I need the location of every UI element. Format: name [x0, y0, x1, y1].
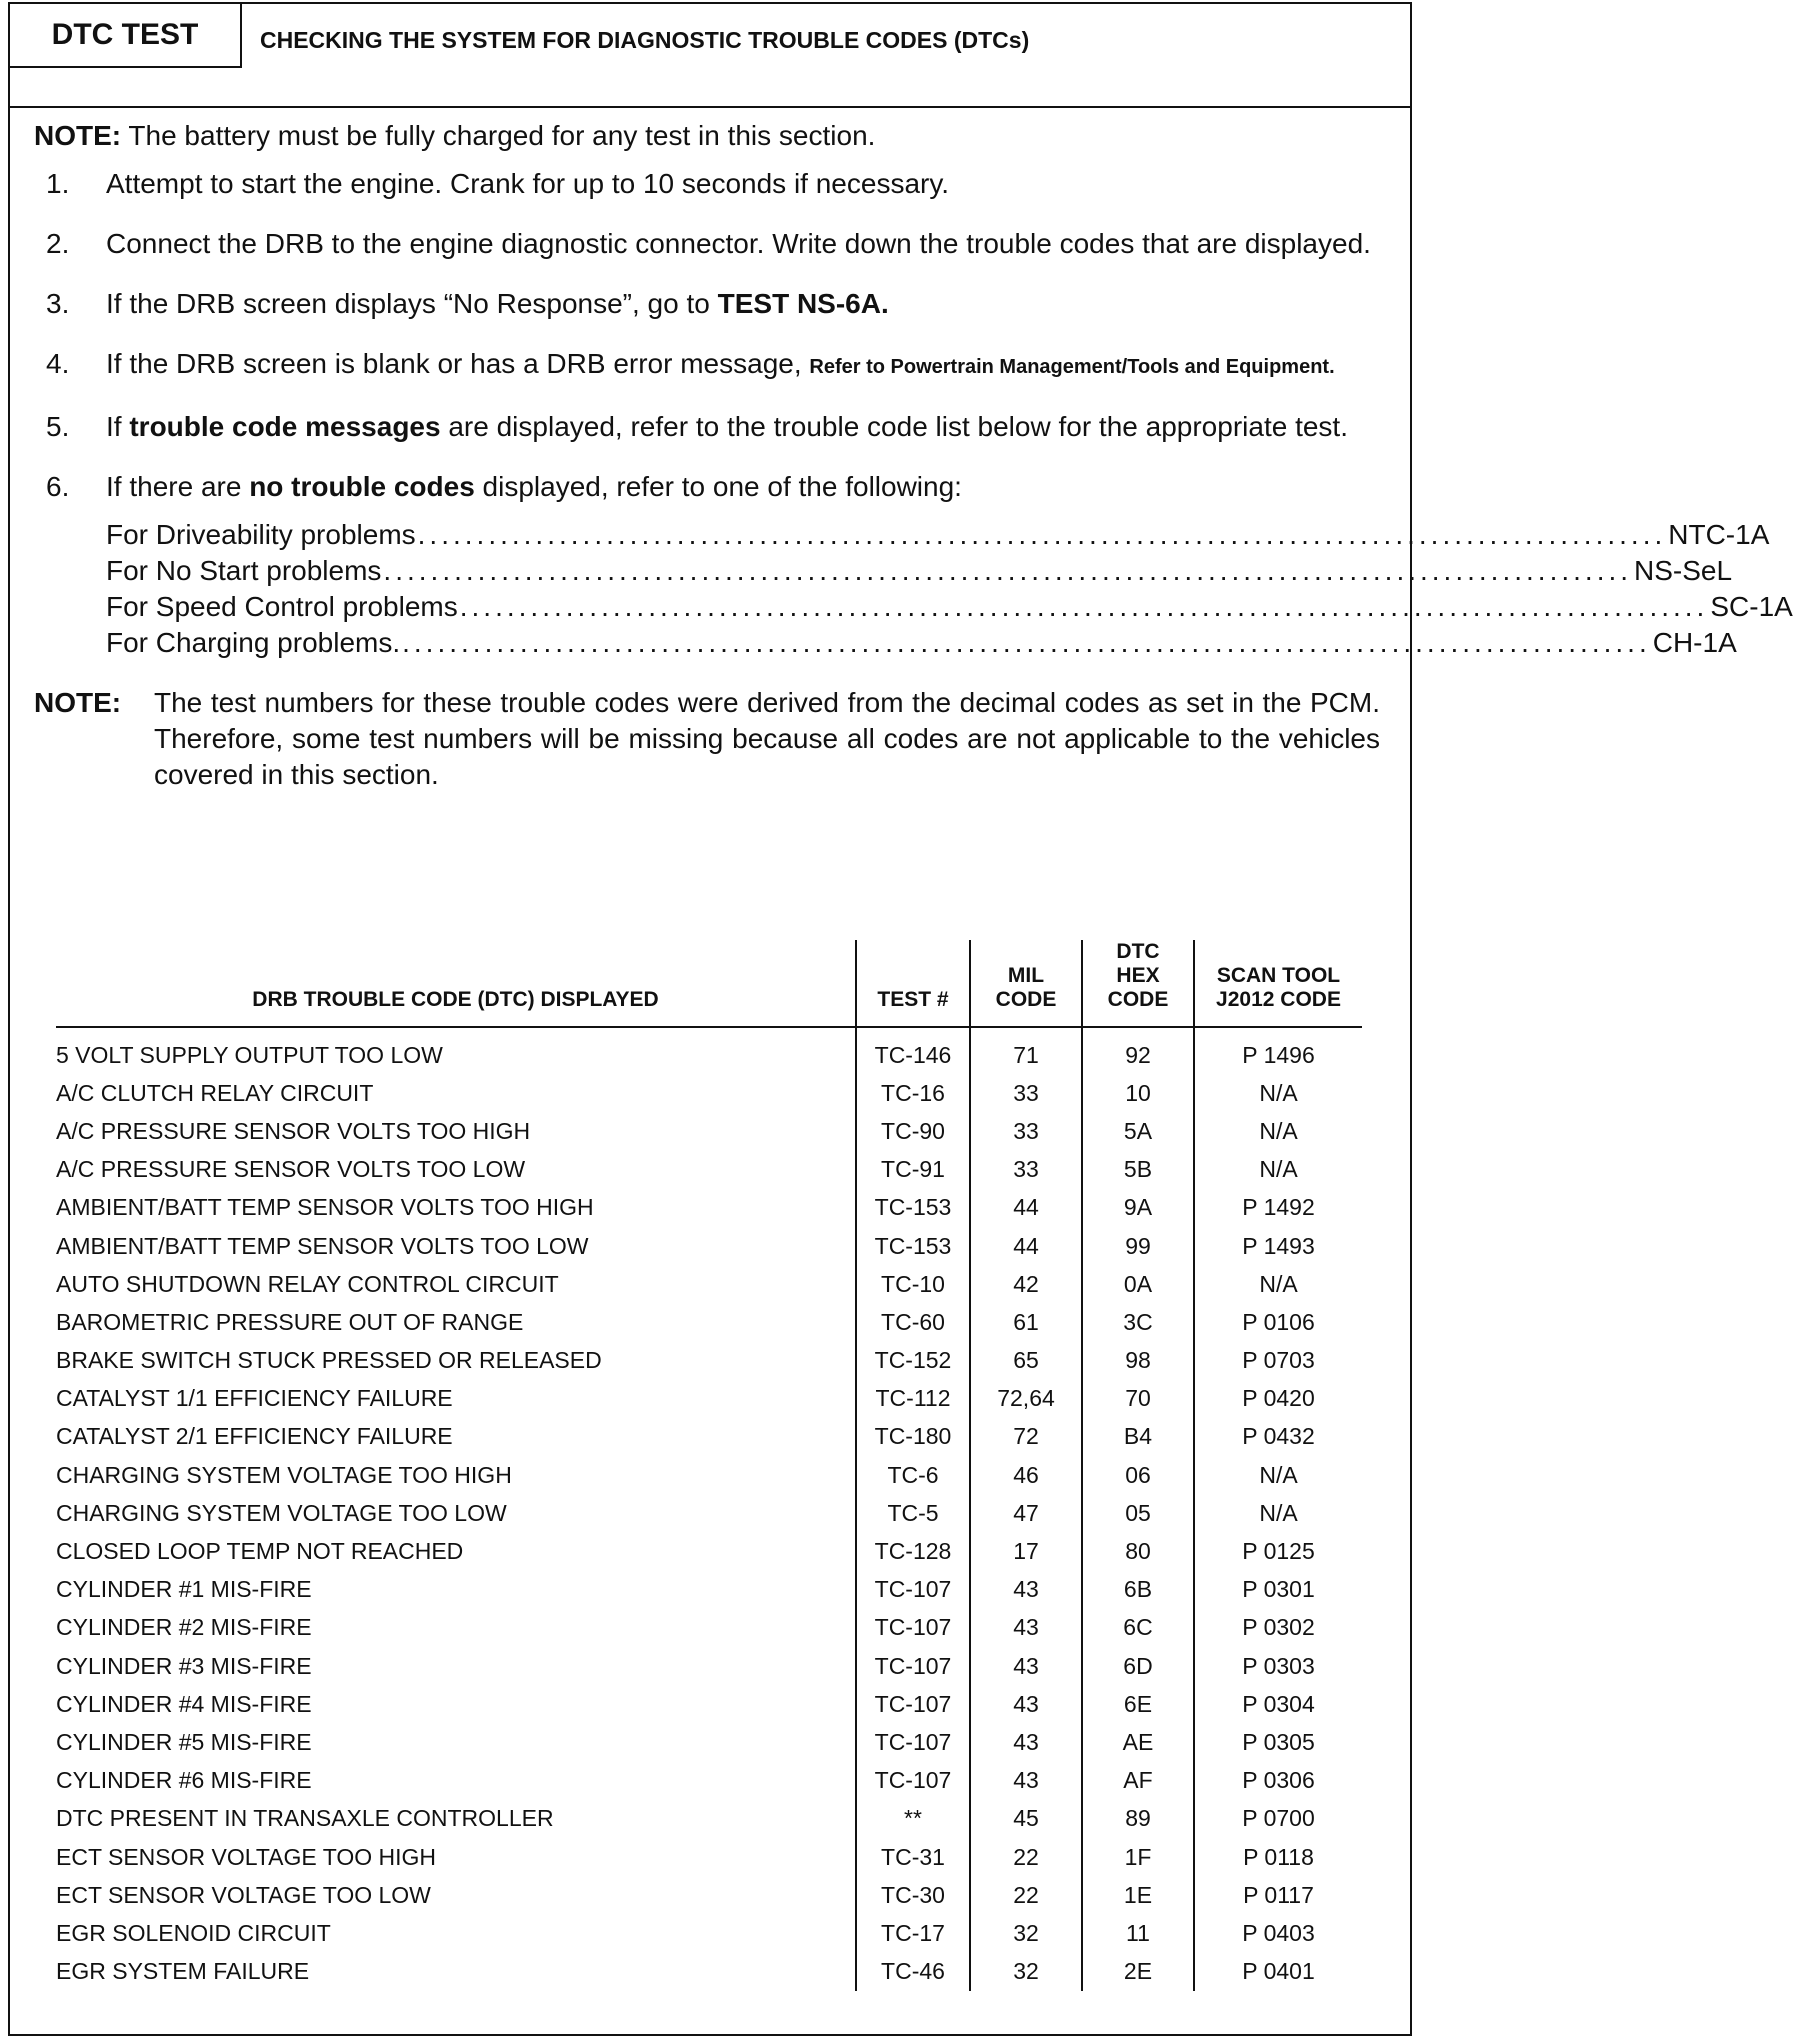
table-row [56, 1494, 1362, 1532]
dtc-hex-code: 1F [1082, 1838, 1194, 1876]
dtc-hex-code: 92 [1082, 1027, 1194, 1074]
scan-tool-code: P 0432 [1194, 1418, 1362, 1456]
table-row [56, 1800, 1362, 1838]
dtc-description: CYLINDER #4 MIS-FIRE [56, 1690, 312, 1717]
table-row [56, 1723, 1362, 1761]
test-number: TC-107 [856, 1723, 970, 1761]
mil-code: 71 [970, 1027, 1082, 1074]
col-header-hex [1082, 940, 1194, 1027]
table-row [56, 1876, 1362, 1914]
test-number: TC-90 [856, 1112, 970, 1150]
step-text: If the DRB screen displays “No Response”, go to [106, 288, 718, 319]
step-text: Connect the DRB to the engine diagnostic connector. Write down the trouble codes that are displayed. [106, 228, 1371, 259]
table-row [56, 1265, 1362, 1303]
table-row [56, 1342, 1362, 1380]
step-3 [34, 286, 1380, 322]
dtc-description: A/C PRESSURE SENSOR VOLTS TOO HIGH [56, 1117, 531, 1144]
test-number: TC-128 [856, 1532, 970, 1570]
dtc-description: AMBIENT/BATT TEMP SENSOR VOLTS TOO LOW [56, 1232, 589, 1259]
step-text-cont: displayed, refer to one of the following: [474, 471, 962, 502]
table-row [56, 1571, 1362, 1609]
dtc-hex-code: 6E [1082, 1685, 1194, 1723]
dtc-description: CLOSED LOOP TEMP NOT REACHED [56, 1538, 464, 1565]
mil-code: 72,64 [970, 1380, 1082, 1418]
table-row [56, 1685, 1362, 1723]
step-emphasis: no trouble codes [249, 471, 475, 502]
test-number: TC-31 [856, 1838, 970, 1876]
col-header-mil [970, 940, 1082, 1027]
followup-label: For Charging problems. [106, 627, 401, 658]
dtc-hex-code: 5B [1082, 1151, 1194, 1189]
followup-test: NTC-1A [1668, 519, 1770, 550]
mil-code: 22 [970, 1876, 1082, 1914]
table-row [56, 1838, 1362, 1876]
table-row [56, 1647, 1362, 1685]
step-reference: Refer to Powertrain Management/Tools and Equipment. [809, 356, 1335, 378]
dtc-hex-code: 10 [1082, 1074, 1194, 1112]
table-header-row [56, 940, 1362, 1027]
scan-tool-code: N/A [1194, 1074, 1362, 1112]
table-row [56, 1762, 1362, 1800]
scan-tool-code: P 0403 [1194, 1914, 1362, 1952]
step-1 [34, 166, 1380, 202]
scan-tool-code: P 0117 [1194, 1876, 1362, 1914]
scan-tool-code: P 0420 [1194, 1380, 1362, 1418]
dtc-description: 5 VOLT SUPPLY OUTPUT TOO LOW [56, 1041, 443, 1068]
dtc-hex-code: 11 [1082, 1914, 1194, 1952]
step-test-reference: TEST NS-6A. [717, 288, 889, 319]
table-row [56, 1027, 1362, 1074]
dtc-description: BAROMETRIC PRESSURE OUT OF RANGE [56, 1308, 524, 1335]
followup-list [106, 517, 1793, 661]
step-5 [34, 409, 1380, 445]
test-number: TC-153 [856, 1189, 970, 1227]
step-number: 4. [46, 348, 70, 379]
dtc-hex-code: 05 [1082, 1494, 1194, 1532]
col-header-scan [1194, 940, 1362, 1027]
mil-code: 33 [970, 1112, 1082, 1150]
dtc-hex-code: 6C [1082, 1609, 1194, 1647]
mil-code: 32 [970, 1953, 1082, 1991]
dtc-description: DTC PRESENT IN TRANSAXLE CONTROLLER [56, 1805, 554, 1832]
followup-test: NS-SeL [1634, 555, 1733, 586]
note-label: NOTE: [34, 120, 122, 151]
mil-code: 43 [970, 1762, 1082, 1800]
mil-code: 32 [970, 1914, 1082, 1952]
test-number: TC-107 [856, 1571, 970, 1609]
step-text-cont: are displayed, refer to the trouble code list below for the appropriate test. [440, 411, 1348, 442]
step-2 [34, 226, 1380, 262]
dtc-description: AUTO SHUTDOWN RELAY CONTROL CIRCUIT [56, 1270, 559, 1297]
mil-code: 43 [970, 1647, 1082, 1685]
table-row [56, 1532, 1362, 1570]
mil-code: 44 [970, 1227, 1082, 1265]
test-number: TC-30 [856, 1876, 970, 1914]
dtc-description: ECT SENSOR VOLTAGE TOO HIGH [56, 1843, 437, 1870]
scan-tool-code: P 0303 [1194, 1647, 1362, 1685]
dtc-hex-code: 80 [1082, 1532, 1194, 1570]
col-header-mil-text: MIL CODE [995, 964, 1057, 1011]
table-row [56, 1456, 1362, 1494]
scan-tool-code: N/A [1194, 1112, 1362, 1150]
dtc-description: EGR SYSTEM FAILURE [56, 1958, 310, 1985]
mil-code: 61 [970, 1303, 1082, 1341]
mil-code: 47 [970, 1494, 1082, 1532]
dtc-hex-code: B4 [1082, 1418, 1194, 1456]
scan-tool-code: N/A [1194, 1151, 1362, 1189]
mil-code: 65 [970, 1342, 1082, 1380]
scan-tool-code: P 0703 [1194, 1342, 1362, 1380]
dtc-description: CYLINDER #6 MIS-FIRE [56, 1767, 312, 1794]
dtc-description: CYLINDER #5 MIS-FIRE [56, 1728, 312, 1755]
scan-tool-code: P 0304 [1194, 1685, 1362, 1723]
mil-code: 44 [970, 1189, 1082, 1227]
dtc-description: CATALYST 2/1 EFFICIENCY FAILURE [56, 1423, 453, 1450]
table-row [56, 1914, 1362, 1952]
mil-code: 17 [970, 1532, 1082, 1570]
step-emphasis: trouble code messages [129, 411, 441, 442]
step-text: If the DRB screen is blank or has a DRB error message, [106, 348, 810, 379]
note-text: The test numbers for these trouble codes were derived from the decimal codes as set in the PCM. Therefore, some test numbers will be missing because all codes are not applicable to the vehicles covered in this section. [154, 687, 1380, 790]
test-number: TC-146 [856, 1027, 970, 1074]
scan-tool-code: P 0302 [1194, 1609, 1362, 1647]
dot-leader: .......................................................................................................... [417, 519, 1667, 550]
step-text: Attempt to start the engine. Crank for up to 10 seconds if necessary. [106, 168, 950, 199]
test-number: ** [856, 1800, 970, 1838]
followup-row [106, 625, 1737, 661]
mil-code: 43 [970, 1685, 1082, 1723]
test-number: TC-107 [856, 1762, 970, 1800]
step-text: If there are [106, 471, 250, 502]
scan-tool-code: N/A [1194, 1494, 1362, 1532]
test-number: TC-107 [856, 1685, 970, 1723]
table-row [56, 1074, 1362, 1112]
dtc-hex-code: 98 [1082, 1342, 1194, 1380]
step-number: 5. [46, 411, 70, 442]
dtc-description: CHARGING SYSTEM VOLTAGE TOO LOW [56, 1499, 507, 1526]
followup-test: SC-1A [1710, 591, 1793, 622]
mil-code: 43 [970, 1571, 1082, 1609]
page-title: CHECKING THE SYSTEM FOR DIAGNOSTIC TROUBLE CODES (DTCs) [260, 26, 1030, 53]
dtc-hex-code: 0A [1082, 1265, 1194, 1303]
test-number: TC-10 [856, 1265, 970, 1303]
test-number: TC-5 [856, 1494, 970, 1532]
mil-code: 43 [970, 1723, 1082, 1761]
table-row [56, 1953, 1362, 1991]
scan-tool-code: N/A [1194, 1265, 1362, 1303]
dtc-test-tag: DTC TEST [10, 4, 242, 68]
mil-code: 33 [970, 1074, 1082, 1112]
table-row [56, 1112, 1362, 1150]
scan-tool-code: P 1493 [1194, 1227, 1362, 1265]
followup-row [106, 553, 1733, 589]
mil-code: 45 [970, 1800, 1082, 1838]
table-row [56, 1380, 1362, 1418]
note-text: The battery must be fully charged for any test in this section. [128, 120, 876, 151]
dtc-hex-code: 70 [1082, 1380, 1194, 1418]
dtc-description: CYLINDER #3 MIS-FIRE [56, 1652, 312, 1679]
test-number: TC-91 [856, 1151, 970, 1189]
scan-tool-code: P 1496 [1194, 1027, 1362, 1074]
followup-row [106, 517, 1770, 553]
dtc-hex-code: 06 [1082, 1456, 1194, 1494]
scan-tool-code: P 0125 [1194, 1532, 1362, 1570]
battery-note [34, 118, 1380, 154]
scan-tool-code: P 0106 [1194, 1303, 1362, 1341]
test-number: TC-6 [856, 1456, 970, 1494]
dtc-hex-code: 6D [1082, 1647, 1194, 1685]
mil-code: 72 [970, 1418, 1082, 1456]
document-body [34, 118, 1793, 793]
dtc-hex-code: 3C [1082, 1303, 1194, 1341]
test-number: TC-107 [856, 1609, 970, 1647]
dtc-hex-code: 89 [1082, 1800, 1194, 1838]
dot-leader: .......................................................................................................... [459, 591, 1709, 622]
table-row [56, 1609, 1362, 1647]
dtc-hex-code: 9A [1082, 1189, 1194, 1227]
dtc-description: CATALYST 1/1 EFFICIENCY FAILURE [56, 1385, 453, 1412]
followup-test: CH-1A [1652, 627, 1737, 658]
dot-leader: .......................................................................................................... [383, 555, 1633, 586]
test-number: TC-60 [856, 1303, 970, 1341]
dtc-description: CHARGING SYSTEM VOLTAGE TOO HIGH [56, 1461, 512, 1488]
trouble-code-table [56, 940, 1362, 1991]
table-row [56, 1227, 1362, 1265]
step-number: 6. [46, 471, 70, 502]
dtc-description: BRAKE SWITCH STUCK PRESSED OR RELEASED [56, 1347, 602, 1374]
table-row [56, 1418, 1362, 1456]
table-row [56, 1151, 1362, 1189]
mil-code: 33 [970, 1151, 1082, 1189]
mil-code: 22 [970, 1838, 1082, 1876]
step-6 [34, 469, 1380, 505]
followup-label: For Speed Control problems [106, 591, 458, 622]
dtc-hex-code: 1E [1082, 1876, 1194, 1914]
table-row [56, 1189, 1362, 1227]
dtc-hex-code: 2E [1082, 1953, 1194, 1991]
dtc-description: CYLINDER #1 MIS-FIRE [56, 1576, 312, 1603]
scan-tool-code: P 0118 [1194, 1838, 1362, 1876]
test-number: TC-107 [856, 1647, 970, 1685]
test-number: TC-152 [856, 1342, 970, 1380]
step-number: 3. [46, 288, 70, 319]
test-number: TC-112 [856, 1380, 970, 1418]
dtc-description: AMBIENT/BATT TEMP SENSOR VOLTS TOO HIGH [56, 1194, 594, 1221]
test-number: TC-46 [856, 1953, 970, 1991]
col-header-dtc: DRB TROUBLE CODE (DTC) DISPLAYED [56, 940, 856, 1027]
followup-row [106, 589, 1793, 625]
step-number: 2. [46, 228, 70, 259]
dtc-description: ECT SENSOR VOLTAGE TOO LOW [56, 1881, 431, 1908]
dtc-description: A/C CLUTCH RELAY CIRCUIT [56, 1079, 374, 1106]
dtc-hex-code: 99 [1082, 1227, 1194, 1265]
col-header-test: TEST # [856, 940, 970, 1027]
scan-tool-code: P 0305 [1194, 1723, 1362, 1761]
dtc-description: EGR SOLENOID CIRCUIT [56, 1919, 331, 1946]
dtc-hex-code: 6B [1082, 1571, 1194, 1609]
step-number: 1. [46, 168, 70, 199]
dtc-hex-code: 5A [1082, 1112, 1194, 1150]
test-number: TC-153 [856, 1227, 970, 1265]
dtc-hex-code: AF [1082, 1762, 1194, 1800]
col-header-hex-text: DTC HEX CODE [1107, 940, 1169, 1011]
test-number: TC-17 [856, 1914, 970, 1952]
steps-list [34, 166, 1380, 505]
dtc-description: A/C PRESSURE SENSOR VOLTS TOO LOW [56, 1156, 526, 1183]
test-number: TC-180 [856, 1418, 970, 1456]
followup-label: For No Start problems [106, 555, 382, 586]
scan-tool-code: N/A [1194, 1456, 1362, 1494]
step-4 [34, 346, 1380, 385]
scan-tool-code: P 1492 [1194, 1189, 1362, 1227]
col-header-scan-text: SCAN TOOL J2012 CODE [1216, 964, 1341, 1011]
dtc-description: CYLINDER #2 MIS-FIRE [56, 1614, 312, 1641]
table-row [56, 1303, 1362, 1341]
table-body [56, 1027, 1362, 1991]
scan-tool-code: P 0306 [1194, 1762, 1362, 1800]
step-text: If [106, 411, 130, 442]
mil-code: 46 [970, 1456, 1082, 1494]
page-header [10, 4, 1410, 108]
test-number: TC-16 [856, 1074, 970, 1112]
scan-tool-code: P 0401 [1194, 1953, 1362, 1991]
mil-code: 43 [970, 1609, 1082, 1647]
dot-leader: .......................................................................................................... [402, 627, 1651, 658]
dtc-hex-code: AE [1082, 1723, 1194, 1761]
scan-tool-code: P 0700 [1194, 1800, 1362, 1838]
test-numbers-note [34, 685, 1380, 793]
mil-code: 42 [970, 1265, 1082, 1303]
note-label: NOTE: [34, 687, 122, 718]
scan-tool-code: P 0301 [1194, 1571, 1362, 1609]
followup-label: For Driveability problems [106, 519, 416, 550]
